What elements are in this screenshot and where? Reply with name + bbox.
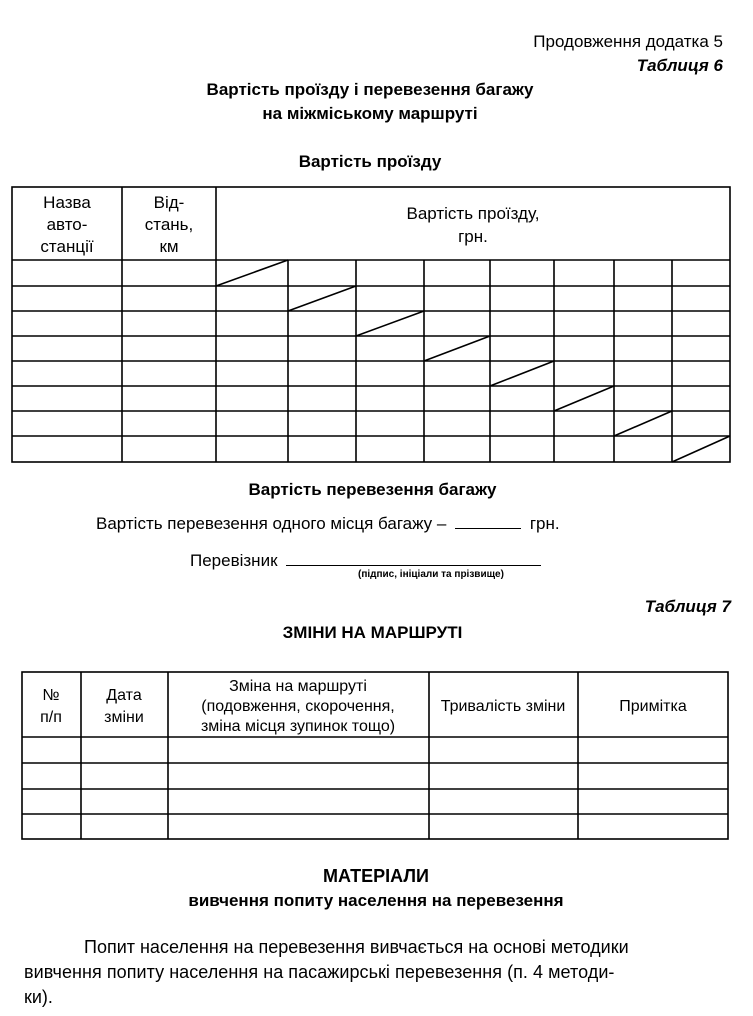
col-note: Примітка — [619, 698, 687, 715]
col-date-line2: зміни — [104, 709, 144, 726]
fare-col1-line2: авто- — [46, 215, 88, 234]
fare-col3-line1: Вартість проїзду, — [406, 204, 540, 223]
table7-label: Таблиця 7 — [644, 597, 731, 616]
col-change-line2: (подовження, скорочення, — [201, 698, 395, 715]
baggage-line-unit: грн. — [529, 514, 560, 533]
materials-paragraph-line2: вивчення попиту населення на пасажирські перевезення (п. 4 методи- — [24, 962, 615, 982]
fare-col1-line3: станції — [40, 237, 94, 256]
col-change-line3: зміна місця зупинок тощо) — [200, 718, 396, 735]
materials-paragraph-line3: ки). — [24, 987, 53, 1007]
signature-hint: (підпис, ініціали та прізвище) — [358, 569, 504, 580]
baggage-title: Вартість перевезення багажу — [248, 480, 497, 499]
fare-section-title: Вартість проїзду і перевезення багажу — [206, 80, 534, 99]
carrier-label: Перевізник — [190, 551, 278, 570]
fare-col1-line1: Назва — [43, 193, 91, 212]
col-change-line1: Зміна на маршруті — [229, 678, 367, 695]
materials-subtitle: вивчення попиту населення на перевезення — [188, 891, 564, 910]
fare-col2-line1: Від- — [153, 193, 185, 212]
materials-paragraph-line1: Попит населення на перевезення вивчається на основі методики — [84, 937, 629, 957]
fare-col2-line2: стань, — [144, 215, 194, 234]
continuation-label: Продовження додатка 5 — [533, 32, 723, 51]
col-date-line1: Дата — [106, 687, 142, 704]
materials-title: МАТЕРІАЛИ — [323, 866, 429, 886]
col-num-line2: п/п — [40, 709, 62, 726]
baggage-line-text: Вартість перевезення одного місця багажу – — [96, 514, 447, 533]
fare-section-title-line2: на міжміському маршруті — [262, 104, 478, 123]
table6-label: Таблиця 6 — [636, 56, 723, 75]
fare-col3-line2: грн. — [458, 227, 488, 246]
col-duration: Тривалість зміни — [440, 698, 566, 715]
changes-title: ЗМІНИ НА МАРШРУТІ — [282, 623, 463, 642]
fare-subtitle: Вартість проїзду — [298, 152, 442, 171]
col-num-line1: № — [42, 687, 60, 704]
fare-col2-line3: км — [159, 237, 179, 256]
